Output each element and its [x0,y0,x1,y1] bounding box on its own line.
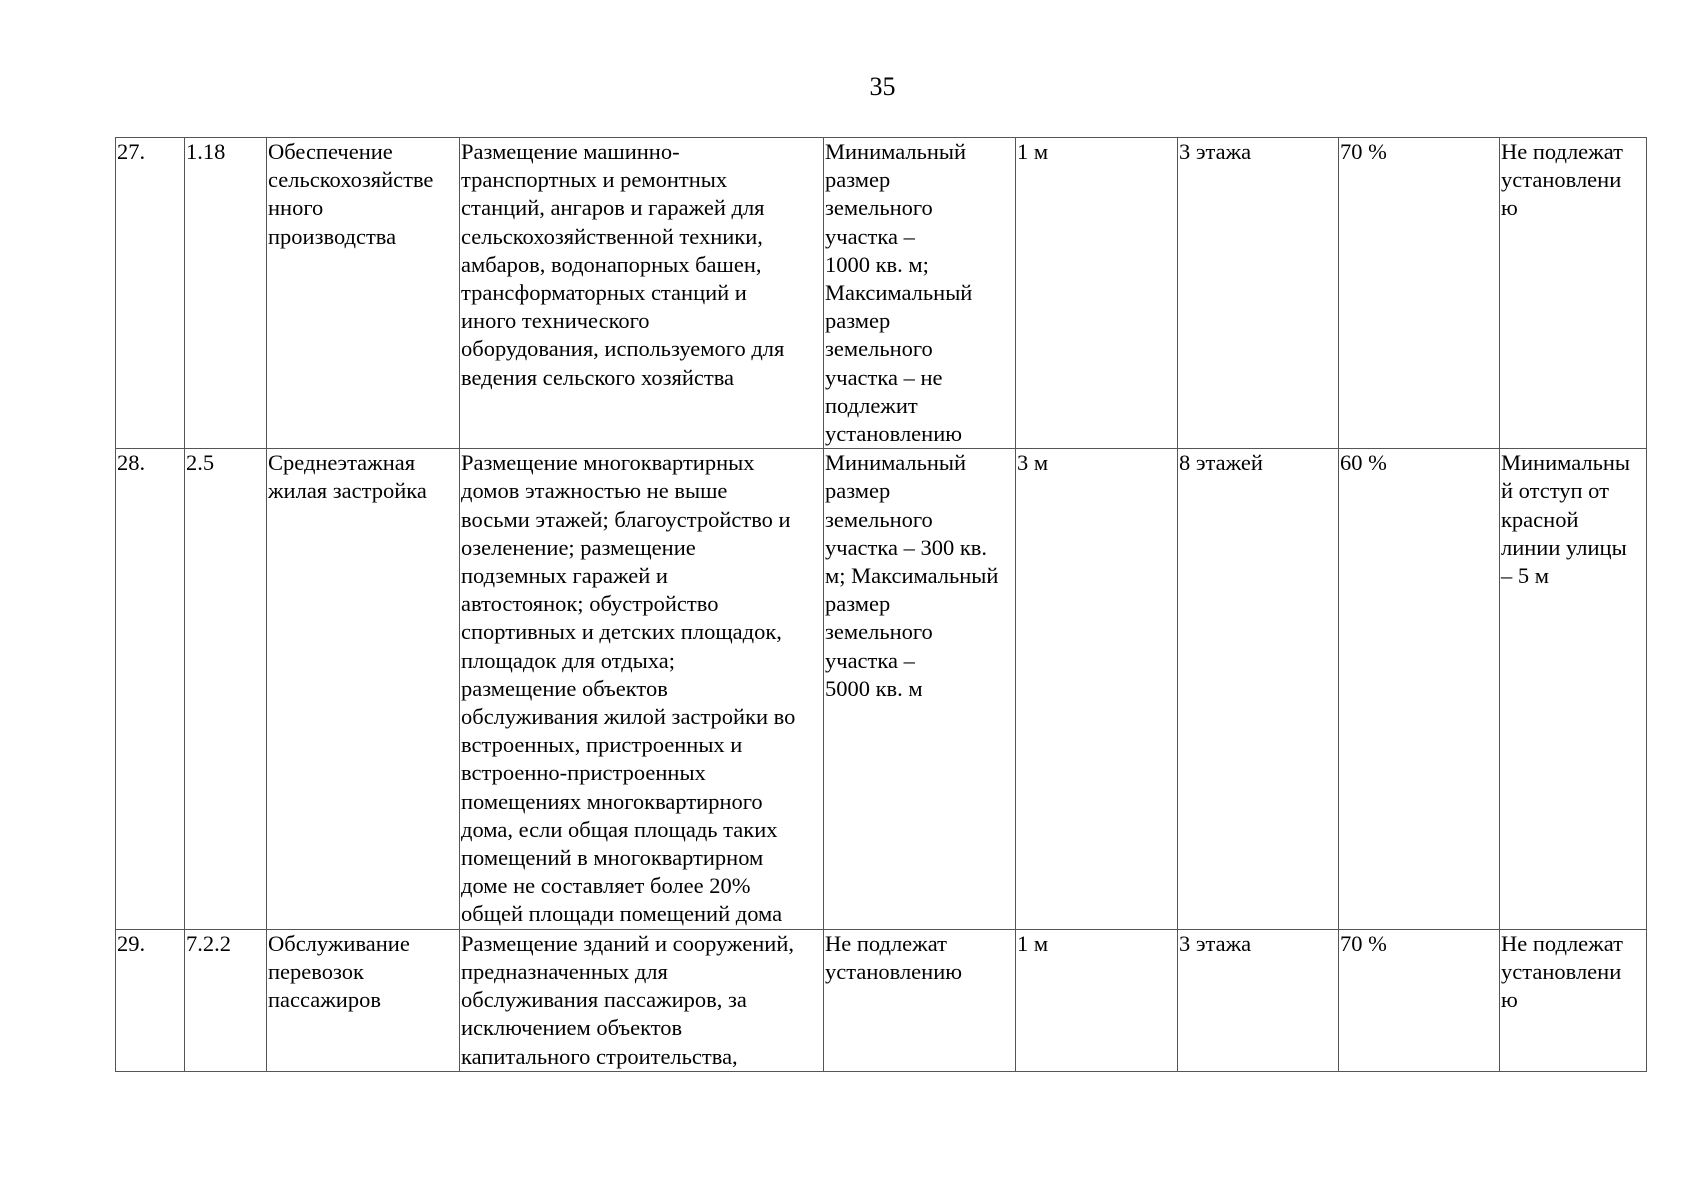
other-limits-cell: Не подлежат установлени ю [1500,929,1647,1071]
use-name-cell: Обслуживание перевозок пассажиров [267,929,460,1071]
plot-size-cell: Минимальный размер земельного участка – 300 кв. м; Максимальный размер земельного участка – 5000 кв. м [824,449,1016,929]
table-row [116,929,1647,1071]
table-row [116,449,1647,929]
use-name-cell: Среднеэтажная жилая застройка [267,449,460,929]
zoning-regulations-table [115,137,1647,1072]
setback-cell: 1 м [1016,138,1178,449]
other-limits-cell: Не подлежат установлени ю [1500,138,1647,449]
row-number-cell: 28. [116,449,185,929]
use-code-cell: 2.5 [185,449,267,929]
use-description-cell: Размещение зданий и сооружений, предназначенных для обслуживания пассажиров, за исключением объектов капитального строительства, [460,929,824,1071]
plot-size-cell: Не подлежат установлению [824,929,1016,1071]
use-description-cell: Размещение многоквартирных домов этажностью не выше восьми этажей; благоустройство и озеленение; размещение подземных гаражей и автостоянок; обустройство спортивных и детских площадок, площадок для отдыха; размещение объектов обслуживания жилой застройки во встроенных, пристроенных и встроенно-пристроенных помещениях многоквартирного дома, если общая площадь таких помещений в многоквартирном доме не составляет более 20% общей площади помещений дома [460,449,824,929]
use-name-cell: Обеспечение сельскохозяйстве нного производства [267,138,460,449]
floors-cell: 8 этажей [1178,449,1339,929]
use-code-cell: 7.2.2 [185,929,267,1071]
setback-cell: 3 м [1016,449,1178,929]
coverage-cell: 70 % [1339,929,1500,1071]
floors-cell: 3 этажа [1178,929,1339,1071]
other-limits-cell: Минимальны й отступ от красной линии улицы – 5 м [1500,449,1647,929]
table-row [116,138,1647,449]
row-number-cell: 27. [116,138,185,449]
setback-cell: 1 м [1016,929,1178,1071]
coverage-cell: 70 % [1339,138,1500,449]
coverage-cell: 60 % [1339,449,1500,929]
use-description-cell: Размещение машинно- транспортных и ремонтных станций, ангаров и гаражей для сельскохозяйственной техники, амбаров, водонапорных башен, трансформаторных станций и иного технического оборудования, используемого для ведения сельского хозяйства [460,138,824,449]
plot-size-cell: Минимальный размер земельного участка – 1000 кв. м; Максимальный размер земельного участка – не подлежит установлению [824,138,1016,449]
use-code-cell: 1.18 [185,138,267,449]
page-number: 35 [869,72,896,101]
row-number-cell: 29. [116,929,185,1071]
floors-cell: 3 этажа [1178,138,1339,449]
